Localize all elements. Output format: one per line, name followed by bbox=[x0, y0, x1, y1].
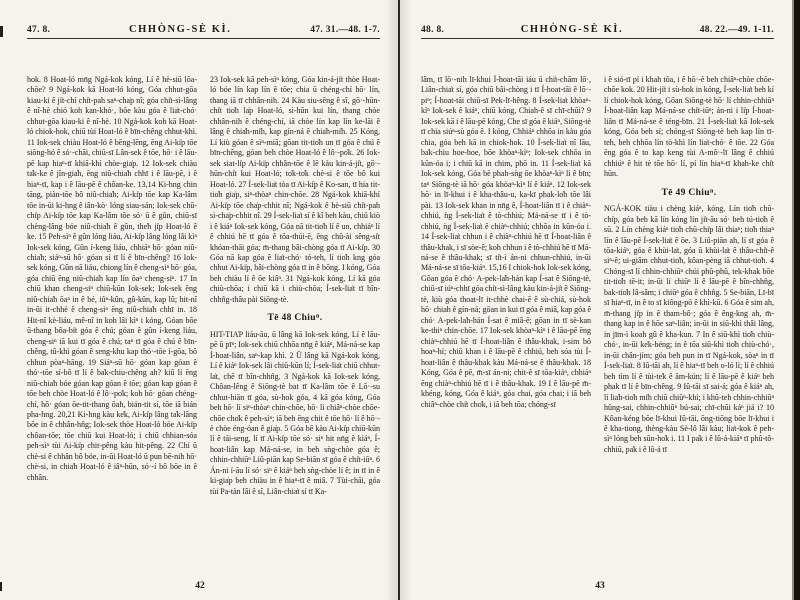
gutter-shadow bbox=[386, 0, 398, 600]
left-column-2-chapter-text: HIT-TIA̍P liáu-āu, ū lâng kā Iok-sek kóng, Lí ê lāu-pē ū pīⁿ; Iok-sek chiū chhōa nn̄g ê kiáⁿ, Má-ná-se kap Í-hoat-liân, saⁿ-kap khì. 2 Ū lâng kā Ngá-kok kóng, Lí ê kiáⁿ Iok-sek lâi chiū-kūn lí; Í-sek-lia̍t chiū chhut-la̍t, chē tī bîn-chhn̂g. 3 Ngá-kok kā Iok-sek kóng, Chôan-lêng ê Siōng-tè bat tī Ka-lâm tōe ê Lō·-su chhut-hiān tī góa, sù-hok góa, 4 kā góa kóng, Góa beh hō· lí siⁿ-thòaⁿ chin-chōe, hō· lí chiâⁿ-chòe chōe-chōe cho̍k ê peh-sìⁿ; iā beh ēng chit ê tōe hō· lí ê hō·-è chòe éng-óan ê gia̍p. 5 Góa bē kàu Ai-ki̍p chiū-kūn lí ê tāi-seng, lí tī Ai-ki̍p tōe só· siⁿ hit nn̄g ê kiáⁿ, Í-hoat-liân kap Má-ná-se, in beh sǹg-chòe góa ê; chhin-chhiūⁿ Liû-piān kap Se-biān sī góa ê chi̍t-iūⁿ. 6 Án-ni í-āu lí só· siⁿ ê kiáⁿ beh sǹg-chòe lí ê; in tī in ê ki-gia̍p beh chiàu in ê hiaⁿ-tī ê miâ. 7 Tùi-chāi, góa tùi Pa-tàn lâi ê sî, Liân-chia̍t sí tī Ka- bbox=[210, 329, 380, 496]
text-columns-right bbox=[421, 75, 774, 537]
right-column-2-continuation: i ê sió-tī pí i khah tōa, i ê hō·-è beh chiâⁿ-chòe chōe-chōe kok. 20 Hit-ji̍t i sù-hok in kóng, Í-sek-lia̍t beh kí lí chiok-hok kóng, Gōan Siōng-tè hō· lí chhin-chhiūⁿ Í-hoat-liân kap Má-ná-se chi̍t-iūⁿ; án-ni i li̍p Í-hoat-liân tī Má-ná-se ê téng-bīn. 21 Í-sek-lia̍t kā Iok-sek kóng, Góa beh sí; chóng-sī Siōng-tè beh kap lín tī-teh, beh chhōa lín tò-khì lín lia̍t-chó· ê tōe. 22 Góa ēng góa ê to kap keng tùi A-mô·-lī lâng ê chhiú chhiúⁿ ê hit tè tōe hō· lí, pí lín hiaⁿ-tī khah-ke chi̍t hūn. bbox=[604, 75, 774, 179]
running-head-right bbox=[421, 24, 774, 35]
chapter-49-heading: Tē 49 Chiuⁿ. bbox=[661, 187, 717, 198]
book-gutter-line bbox=[398, 0, 400, 600]
left-column-1: hok. 8 Hoat-ló mn̄g Ngá-kok kóng, Lí ê hè-siū lōa-chōe? 9 Ngá-kok kā Hoat-ló kóng, Góa chhut-gōa kiau-ki ê ji̍t-chí chi̍t-pah saⁿ-cha̍p nî; góa chi̍t-sì-lâng ê nî-hè chió koh kan-khó·, bōe kàu góa ê lia̍t-chó· chhut-gōa kiau-ki ê nî-hè. 10 Ngá-kok koh kā Hoat-ló chiok-hok, chiū tùi Hoat-ló ê bīn-chêng chhut-khì. 11 Iok-sek chiàu Hoat-ló ê bēng-lēng, ēng Ai-ki̍p tōe siōng-hó ê só·-chāi, chiū-sī Lân-sek ê tōe, hō· i ê lāu-pē kap hiaⁿ-tī khiā-khí chòe-gia̍p. 12 Iok-sek chiàu ta̍k-ke ê jîn-gia̍h, ēng niû-chia̍h chhī i ê lāu-pē, i ê hiaⁿ-tī, kap i ê lāu-pē ê chôan-ke. 13,14 Ki-hng chin tāng, piàn-tōe bô niû-chia̍h; Ai-ki̍p tōe kap Ka-lâm tōe in-ūi ki-hng ê iân-kò· lóng siau-sán; Iok-sek chū-chi̍p Ai-ki̍p tōe kap Ka-lâm tōe só· ū ê gûn, chiū-sī chèng-lâng bóe niû-chia̍h ê gûn, the̍h ji̍p Hoat-ló ê ke. 15 Peh-sìⁿ ê gûn lóng liáu, Ai-ki̍p lâng lóng lâi kìⁿ Iok-sek kóng, Gûn í-keng liáu, chhiáⁿ hō· góan niû-chia̍h; siáⁿ-sū hō· góan sí tī lí ê bīn-chêng? 16 Iok-sek kóng, Gûn nā liáu, chiong lín ê cheng-siⁿ hō· góa, góa chiū ēng niû-chia̍h kap lín ōaⁿ cheng-siⁿ. 17 In chiū khan cheng-siⁿ chiū-kūn Iok-sek; Iok-sek ēng niû-chia̍h ōaⁿ in ê bé, iûⁿ-kûn, gû-kûn, kap lû; hit-nî in-ūi it-chhè ê cheng-siⁿ ēng niû-chia̍h chhī in. 18 Hit-nî kè-liáu, mê-nî in koh lâi kìⁿ i kóng, Góan bōe ū-thang bôa-bi̍t góa ê chú; góan ê gûn í-keng liáu, cheng-siⁿ iā kui tī góa ê chú; taⁿ tī góa ê chú ê bīn-chêng, tû-khì góan ê seng-khu kap thó·-tōe í-gōa, bô chhun pòaⁿ-hāng. 19 Siáⁿ-sū hō· góan kap góan ê thó·-tōe sí-bô tī lí ê ba̍k-chiu-chêng ah? kiû lí ēng niû-chia̍h bóe góan kap góan ê tōe; góan kap góan ê tōe beh chòe Hoat-ló ê lô·-po̍k; koh hō· góan chéng-chí, hō· góan ōe-tit-thang ōah, bián-tit sí, tōe iā bián pha-hng. 20,21 Ki-hng kàu ke̍k, Ai-ki̍p lâng ta̍k-lâng bōe in ê chhân-hn̂g; Iok-sek thòe Hoat-ló bóe Ai-ki̍p chôan-tōe; tōe chiū kui Hoat-ló; i chiū chhian-sóa peh-sìⁿ tùi Ai-ki̍p chit-pêng kàu hit-pêng. 22 Chí ū chè-si ê chhân bô bóe, in-ūi Hoat-ló ū pun bē-nih hō· chè-si, in chia̍h Hoat-ló ê iâⁿ-hūn, só·-í bô bōe in ê chhân. bbox=[27, 75, 197, 482]
right-column-1: lâm, tī lō·-nih lī-khui Í-hoat-tāi iáu ū chi̍t-chām lō·, Liân-chia̍t sí, góa chiū bâi-chòng i tī Í-hoat-tāi ê lō·-piⁿ; Í-hoat-tāi chiū-sī Pek-lī-hêng. 8 Í-sek-lia̍t khòaⁿ-kìⁿ Iok-sek ê kiáⁿ, chiū kóng, Chiah-ê sī chī-chūi? 9 Iok-sek kā i ê lāu-pē kóng, Che sī góa ê kiáⁿ, Siōng-tè tī chia siúⁿ-sù góa ê. I kóng, Chhiáⁿ chhōa in kàu góa chia, góa beh kā in chiok-hok. 10 Í-sek-lia̍t nî lāu, ba̍k-chiu hoe-hoe, bōe khòaⁿ-kìⁿ; Iok-sek chhōa in kūn-óa i; i chiū kā in chim, phō in. 11 Í-sek-lia̍t kā Iok-sek kóng, Góa bē phah-sǹg ōe khòaⁿ-kìⁿ lí ê bīn; taⁿ Siōng-tè iā hō· góa khòaⁿ-kìⁿ lí ê kiáⁿ. 12 Iok-sek hō· in lī-khui i ê kha-thâu-u, ka-kī phak-lo̍h tōe lâi pài. 13 Iok-sek khan in nn̄g ê, Í-hoat-liân tī i ê chiàⁿ-chhiú, ǹg Í-sek-lia̍t ê tò-chhiú; Má-ná-se tī i ê tò-chhiú, ǹg Í-sek-lia̍t ê chiàⁿ-chhiú; chhōa in kūn-óa i. 14 Í-sek-lia̍t chhun i ê chiàⁿ-chhiú hē tī Í-hoat-liân ê thâu-khak, i sī sòe-ê; koh chhun i ê tò-chhiú hē tī Má-ná-se ê thâu-khak; sī ti̍t-ì án-ni chhun-chhiú, in-ūi Má-ná-se sī tōa-kiáⁿ. 15,16 I chiok-hok Iok-sek kóng, Gōan góa ê chó· A-pek-la̍h-hán kap Í-sat ê Siōng-tè, chiū-sī iúⁿ-chhī góa chi̍t-sì-lâng kàu kin-á-ji̍t ê Siōng-tè, kiù góa thoat-lī it-chhè chai-ē ê sù-chiá, sù-hok hō· chiah ê gín-ná; gōan in kui tī góa ê miâ, kap góa ê chó· A-pek-la̍h-hán Í-sat ê miâ-ē; gōan in tī sè-kan ke-thiⁿ chin-chōe. 17 Iok-sek khòaⁿ-kìⁿ i ê lāu-pē ēng chiàⁿ-chhiú hē tī Í-hoat-liân ê thâu-khak, i-sim bô hoaⁿ-hí; chiū khan i ê lāu-pē ê chhiú, beh sóa tùi Í-hoat-liân ê thâu-khak kàu Má-ná-se ê thâu-khak. 18 Kóng, Góa ê pē, m̄-sī án-ni; chit-ê sī tōa-kiáⁿ, chhiáⁿ ēng chiàⁿ-chhiú hē tī i ê thâu-khak. 19 I ê lāu-pē m̄-khéng, kóng, Góa ê kiáⁿ, góa chai, góa chai; i iā beh chiâⁿ-chòe chi̍t cho̍k, i iā beh tōa; chóng-sī bbox=[421, 75, 591, 409]
page-right bbox=[400, 0, 800, 600]
verse-ref-right: 47. 31.—48. 1-7. bbox=[310, 25, 380, 35]
page-number-left: 42 bbox=[195, 581, 205, 591]
chapter-48-heading: Tē 48 Chiuⁿ. bbox=[267, 313, 323, 324]
right-column-2-chapter-text: NGÁ-KOK tiàu i chèng kiáⁿ, kóng, Lín tio̍h chū-chi̍p, góa beh kā lín kóng lín ji̍t-āu só· beh tú-tio̍h ê sū. 2 Lín chèng kiáⁿ tio̍h chū-chi̍p lâi thiaⁿ; tio̍h thiaⁿ lín ê lāu-pē Í-sek-lia̍t ê ōe. 3 Liû-piān ah, lí sī góa ê tōa-kiáⁿ, góa ê khùi-la̍t, góa ū khùi-la̍t ê thâu-chi̍t-ê siⁿ-ê; ui-giâm chhut-tio̍h, kôan-pèng iā chhut-tio̍h. 4 Chóng-sī lí chhin-chhiūⁿ chúi phû-phû, tek-khak bōe tit-tio̍h tē-it; in-ūi lí chiūⁿ lí ê lāu-pē ê bîn-chhn̂g, bak-tio̍h lâ-sâm; i chiūⁿ góa ê chhn̂g. 5 Se-biān, Lī-bī sī hiaⁿ-tī, in ê to sī kiông-pō ê khì-kū. 6 Góa ê sim ah, m̄-thang ji̍p in ê tham-bô·; góa ê êng-kng ah, m̄-thang kap in ê hōe saⁿ-liân; in-ūi in siū-khì thâi lâng, in jīm-ì koah gû ê kha-kun. 7 In ê siū-khì tio̍h chiù-chó·, in-ūi ke̍k-béng; in ê tōa siū-khì tio̍h chiù-chó·, in-ūi chân-jím; góa beh pun in tī Ngá-kok, sòaⁿ in tī Í-sek-lia̍t. 8 Iû-tāi ah, lí ê hiaⁿ-tī beh o-ló lí; lí ê chhiú beh tìm lí ê tùi-te̍k ê ām-kún; lí ê lāu-pē ê kiáⁿ beh phak tī lí ê bīn-chêng. 9 Iû-tāi sī sai-á; góa ê kiáⁿ ah, lí lia̍h-tio̍h mi̍h chiū chiūⁿ-khì; i khû-teh chhin-chhiūⁿ hûng-sai, chhin-chhiūⁿ bú-sai; chī-chūi káⁿ jiá i? 10 Kôan-kéng bōe lī-khui Iû-tāi, ōng-tiōng bōe lī-khui i ê kha-tiong, thèng-kàu Sè-lô lâi kàu; lia̍t-kok ê peh-sìⁿ lóng beh sūn-ho̍k i. 11 I pa̍k i ê lû-á-kiáⁿ tī phû-tô-chhiū, pa̍k i ê lû-á tī bbox=[604, 204, 774, 454]
header-rule bbox=[421, 38, 774, 39]
scan-speck bbox=[0, 26, 3, 37]
text-columns-left bbox=[27, 75, 380, 537]
verse-ref-right: 48. 22.—49. 1-11. bbox=[699, 25, 774, 35]
left-column-2-continuation: 23 Iok-sek kā peh-sìⁿ kóng, Góa kin-á-ji̍t thòe Hoat-ló bóe lín kap lín ê tōe; chia ū chéng-chí hō· lín, thang iā tī chhân-nih. 24 Kàu siu-sêng ê sî, gō·-hūn-chi̍t tio̍h la̍p Hoat-ló, sì-hūn kui lín, thang chòe chhân-nih ê chéng-chí, iā chòe lín kap lín ke-lāi ê lâng ê chia̍h-mi̍h, kap gín-ná ê chia̍h-mi̍h. 25 Kóng, Lí kiù góan ê sìⁿ-miā; gōan tit-tio̍h un tī góa ê chú ê bīn-chêng, góan beh chòe Hoat-ló ê lô·-po̍k. 26 Iok-sek siat-li̍p Ai-ki̍p chhân-tōe ê lē kàu kin-á-ji̍t, gō·-hūn-chi̍t kui Hoat-ló; to̍k-to̍k chè-si ê tōe bô kui Hoat-ló. 27 Í-sek-lia̍t tòa tī Ai-ki̍p ê Ko-san, tī hia tit-tio̍h gia̍p, siⁿ-thòaⁿ chin-chōe. 28 Ngá-kok khiā-khí Ai-ki̍p tōe cha̍p-chhit nî; Ngá-kok ê hè-siū chi̍t-pah sì-cha̍p-chhit nî. 29 Í-sek-lia̍t sí ê kî beh kàu, chiū kiò i ê kiáⁿ Iok-sek kóng, Góa nā tit-tio̍h lí ê un, chhiáⁿ lí ê chhiú hē tī góa ê tōa-thúi-ē, ēng chû-ài sêng-si̍t khóan-thāi góa; m̄-thang bâi-chòng góa tī Ai-ki̍p. 30 Góa nā kap góa ê lia̍t-chó· tó-teh, lí tio̍h kng góa chhut Ai-ki̍p, bâi-chòng góa tī in ê bōng. I kóng, Góa beh chiàu lí ê ōe kiâⁿ. 31 Ngá-kok kóng, Lí kā góa chiù-chōa; i chiū kā i chiù-chōa; Í-sek-lia̍t tī bîn-chhn̂g-thâu pài Siōng-tè. bbox=[210, 75, 380, 304]
page-number-right: 43 bbox=[595, 581, 605, 591]
gutter-shadow bbox=[400, 0, 412, 600]
verse-ref-left: 48. 8. bbox=[421, 25, 445, 35]
scan-speck bbox=[0, 582, 2, 591]
right-column-2 bbox=[604, 75, 774, 537]
left-column-2 bbox=[210, 75, 380, 537]
book-title: CHHÒNG-SÈ KÌ. bbox=[520, 24, 624, 35]
verse-ref-left: 47. 8. bbox=[27, 25, 51, 35]
running-head-left bbox=[27, 24, 380, 35]
header-rule bbox=[27, 38, 380, 39]
book-title: CHHÒNG-SÈ KÌ. bbox=[128, 24, 232, 35]
scan-edge-right bbox=[792, 0, 800, 600]
